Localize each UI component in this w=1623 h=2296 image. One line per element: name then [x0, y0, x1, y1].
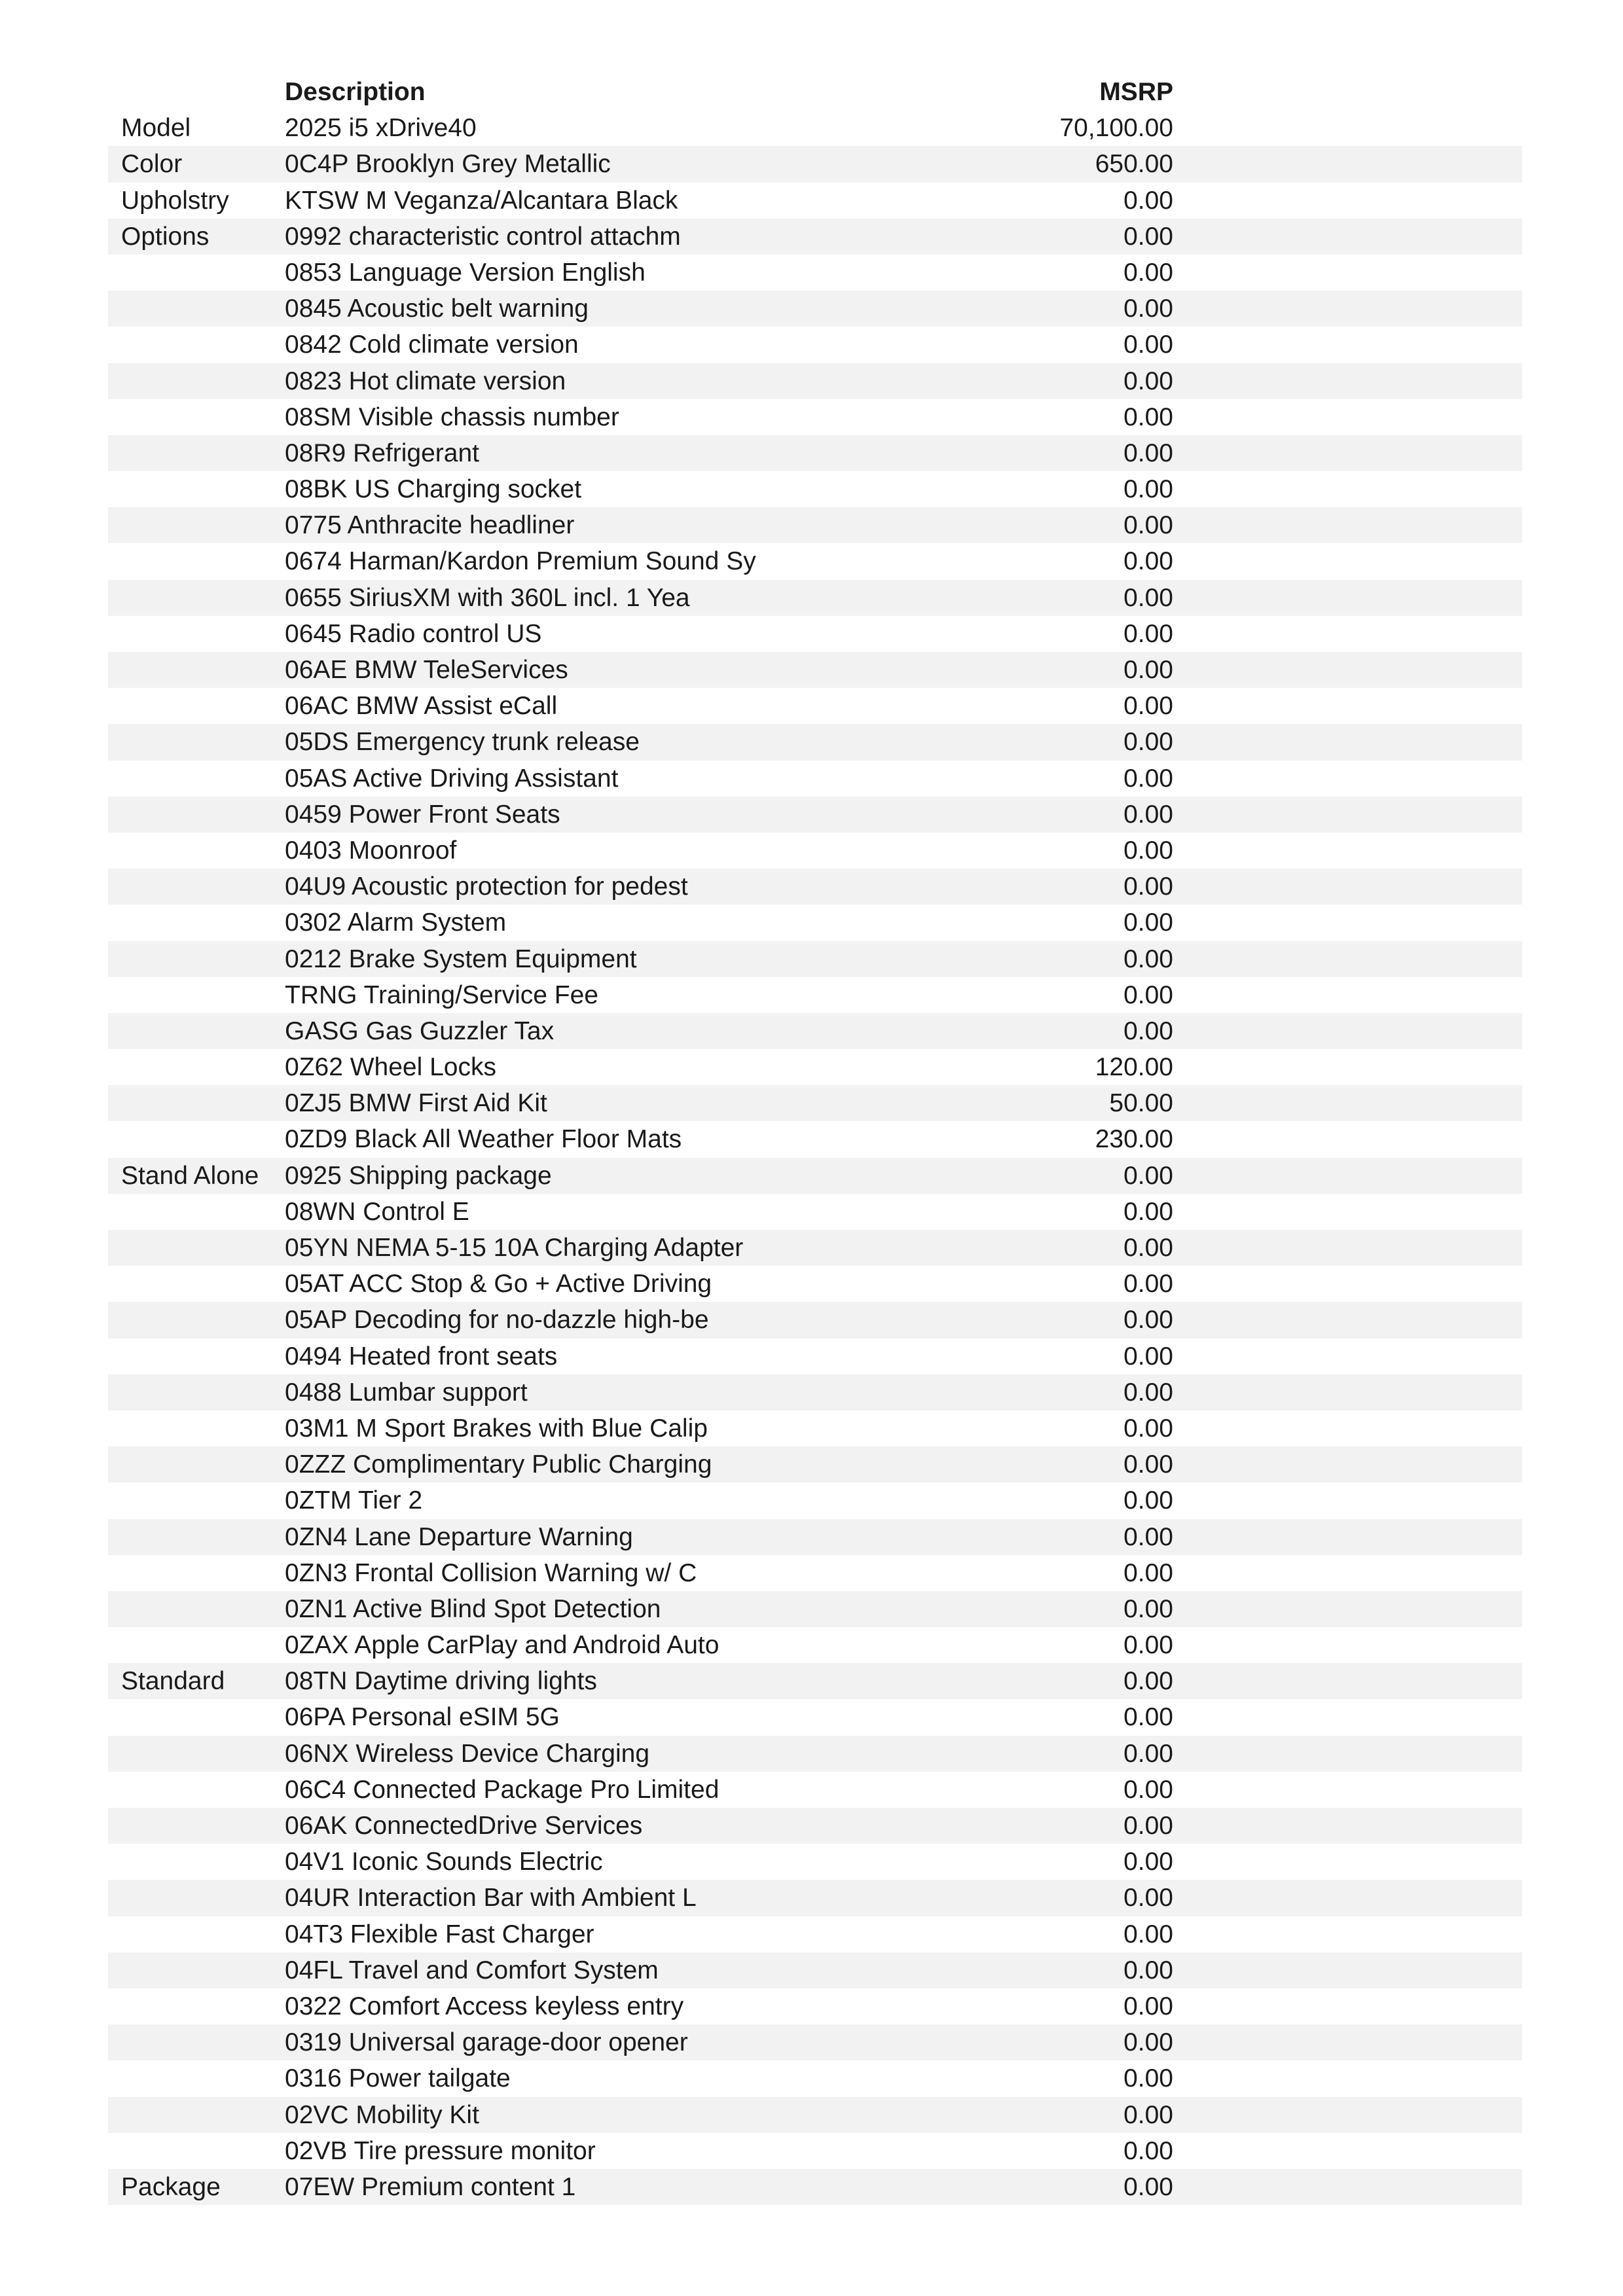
row-description: 06AK ConnectedDrive Services [285, 1812, 643, 1840]
row-description: 0403 Moonroof [285, 836, 457, 865]
table-row [108, 1627, 1522, 1663]
row-description: 0Z62 Wheel Locks [285, 1053, 496, 1082]
table-row [108, 2133, 1522, 2169]
row-msrp: 0.00 [1123, 475, 1173, 504]
row-description: 06C4 Connected Package Pro Limited [285, 1775, 720, 1804]
row-msrp: 0.00 [1123, 186, 1173, 215]
table-row [108, 110, 1522, 146]
row-description: 0ZN4 Lane Departure Warning [285, 1522, 633, 1551]
table-row [108, 616, 1522, 652]
table-row [108, 435, 1522, 471]
table-row [108, 507, 1522, 543]
table-row [108, 183, 1522, 219]
row-msrp: 0.00 [1123, 692, 1173, 721]
table-row [108, 833, 1522, 869]
table-row [108, 1808, 1522, 1844]
row-msrp: 0.00 [1123, 1594, 1173, 1623]
row-description: 08TN Daytime driving lights [285, 1667, 597, 1696]
row-description: 05YN NEMA 5-15 10A Charging Adapter [285, 1234, 744, 1262]
row-msrp: 0.00 [1123, 1884, 1173, 1912]
row-msrp: 0.00 [1123, 728, 1173, 757]
row-category: Standard [121, 1667, 225, 1696]
table-row [108, 1121, 1522, 1157]
row-msrp: 0.00 [1123, 1306, 1173, 1335]
row-description: 03M1 M Sport Brakes with Blue Calip [285, 1414, 708, 1443]
table-row [108, 580, 1522, 616]
header-msrp: MSRP [1099, 78, 1173, 106]
table-row [108, 1374, 1522, 1410]
table-row [108, 2024, 1522, 2060]
row-msrp: 50.00 [1109, 1089, 1173, 1118]
table-row [108, 471, 1522, 507]
row-description: 06NX Wireless Device Charging [285, 1739, 650, 1768]
row-description: 06PA Personal eSIM 5G [285, 1703, 560, 1732]
row-description: 02VC Mobility Kit [285, 2100, 479, 2129]
row-description: 0488 Lumbar support [285, 1378, 528, 1407]
row-msrp: 0.00 [1123, 1812, 1173, 1840]
row-description: 05DS Emergency trunk release [285, 728, 640, 757]
row-description: 0ZN3 Frontal Collision Warning w/ C [285, 1558, 697, 1587]
row-description: 0316 Power tailgate [285, 2064, 511, 2093]
row-description: 05AS Active Driving Assistant [285, 764, 619, 793]
msrp-table [108, 74, 1522, 2205]
row-msrp: 0.00 [1123, 2028, 1173, 2057]
table-row [108, 1591, 1522, 1627]
row-description: 06AC BMW Assist eCall [285, 692, 558, 721]
table-row [108, 219, 1522, 255]
table-row [108, 1663, 1522, 1699]
table-row [108, 1049, 1522, 1085]
row-msrp: 0.00 [1123, 403, 1173, 431]
row-description: 04FL Travel and Comfort System [285, 1956, 659, 1984]
table-row [108, 1446, 1522, 1482]
row-description: 08SM Visible chassis number [285, 403, 619, 431]
row-description: 0302 Alarm System [285, 908, 507, 937]
row-msrp: 0.00 [1123, 258, 1173, 287]
table-row [108, 1736, 1522, 1772]
table-row [108, 2169, 1522, 2205]
table-row [108, 1880, 1522, 1916]
table-row [108, 977, 1522, 1013]
row-description: 0459 Power Front Seats [285, 800, 560, 829]
table-row [108, 2060, 1522, 2096]
row-msrp: 0.00 [1123, 944, 1173, 973]
row-msrp: 0.00 [1123, 2136, 1173, 2165]
row-msrp: 0.00 [1123, 1414, 1173, 1443]
table-row [108, 146, 1522, 182]
row-description: 0ZAX Apple CarPlay and Android Auto [285, 1631, 720, 1660]
table-row [108, 1916, 1522, 1952]
table-row [108, 1772, 1522, 1808]
row-msrp: 0.00 [1123, 1992, 1173, 2020]
row-description: 0ZJ5 BMW First Aid Kit [285, 1089, 547, 1118]
table-row [108, 1230, 1522, 1266]
row-description: TRNG Training/Service Fee [285, 980, 598, 1009]
row-msrp: 0.00 [1123, 367, 1173, 395]
row-description: 04UR Interaction Bar with Ambient L [285, 1884, 697, 1912]
row-msrp: 0.00 [1123, 980, 1173, 1009]
row-msrp: 0.00 [1123, 2100, 1173, 2129]
table-row [108, 1085, 1522, 1121]
row-msrp: 0.00 [1123, 1270, 1173, 1299]
row-category: Model [121, 114, 191, 143]
header-description: Description [285, 78, 426, 106]
row-description: 0319 Universal garage-door opener [285, 2028, 688, 2057]
row-msrp: 0.00 [1123, 1956, 1173, 1984]
table-row [108, 1302, 1522, 1338]
row-description: 0845 Acoustic belt warning [285, 295, 589, 323]
row-msrp: 0.00 [1123, 1450, 1173, 1479]
row-msrp: 0.00 [1123, 1739, 1173, 1768]
table-row [108, 291, 1522, 327]
row-category: Color [121, 150, 183, 179]
row-msrp: 230.00 [1095, 1125, 1173, 1154]
row-msrp: 0.00 [1123, 1558, 1173, 1587]
table-row [108, 869, 1522, 905]
table-row [108, 1194, 1522, 1230]
row-category: Upholstry [121, 186, 229, 215]
row-msrp: 0.00 [1123, 1848, 1173, 1876]
row-description: 0212 Brake System Equipment [285, 944, 637, 973]
row-description: 0992 characteristic control attachm [285, 222, 681, 251]
row-description: 0775 Anthracite headliner [285, 511, 575, 540]
row-description: 0494 Heated front seats [285, 1342, 558, 1371]
row-msrp: 0.00 [1123, 1631, 1173, 1660]
row-description: 0C4P Brooklyn Grey Metallic [285, 150, 611, 179]
row-msrp: 0.00 [1123, 295, 1173, 323]
row-category: Stand Alone [121, 1161, 259, 1190]
row-description: 0655 SiriusXM with 360L incl. 1 Yea [285, 583, 690, 612]
table-row [108, 327, 1522, 363]
row-description: 0842 Cold climate version [285, 331, 579, 359]
row-msrp: 0.00 [1123, 439, 1173, 467]
row-msrp: 0.00 [1123, 1197, 1173, 1226]
table-row [108, 1482, 1522, 1518]
table-row [108, 652, 1522, 688]
table-row [108, 1158, 1522, 1194]
row-description: 2025 i5 xDrive40 [285, 114, 477, 143]
table-row [108, 399, 1522, 435]
row-msrp: 0.00 [1123, 1775, 1173, 1804]
row-msrp: 0.00 [1123, 1486, 1173, 1515]
row-description: 0674 Harman/Kardon Premium Sound Sy [285, 547, 756, 576]
table-row [108, 1555, 1522, 1591]
row-msrp: 0.00 [1123, 222, 1173, 251]
row-msrp: 0.00 [1123, 1703, 1173, 1732]
row-msrp: 0.00 [1123, 1016, 1173, 1045]
row-description: 04V1 Iconic Sounds Electric [285, 1848, 603, 1876]
row-msrp: 0.00 [1123, 1522, 1173, 1551]
table-row [108, 1266, 1522, 1302]
row-msrp: 0.00 [1123, 908, 1173, 937]
row-msrp: 0.00 [1123, 547, 1173, 576]
table-row [108, 1338, 1522, 1374]
row-description: 05AP Decoding for no-dazzle high-be [285, 1306, 709, 1335]
table-row [108, 941, 1522, 977]
row-description: 0925 Shipping package [285, 1161, 552, 1190]
row-msrp: 0.00 [1123, 800, 1173, 829]
row-category: Options [121, 222, 210, 251]
row-description: 04U9 Acoustic protection for pedest [285, 872, 688, 901]
row-msrp: 0.00 [1123, 1378, 1173, 1407]
table-row [108, 1844, 1522, 1880]
row-description: GASG Gas Guzzler Tax [285, 1016, 555, 1045]
table-row [108, 2097, 1522, 2133]
row-msrp: 0.00 [1123, 656, 1173, 684]
row-msrp: 0.00 [1123, 1161, 1173, 1190]
row-msrp: 0.00 [1123, 619, 1173, 648]
table-row [108, 905, 1522, 941]
table-row [108, 1988, 1522, 2024]
row-description: 05AT ACC Stop & Go + Active Driving [285, 1270, 712, 1299]
row-description: 08R9 Refrigerant [285, 439, 479, 467]
row-description: 0ZTM Tier 2 [285, 1486, 423, 1515]
row-description: 04T3 Flexible Fast Charger [285, 1920, 594, 1948]
row-description: 0853 Language Version English [285, 258, 646, 287]
row-description: 0ZZZ Complimentary Public Charging [285, 1450, 712, 1479]
row-msrp: 0.00 [1123, 1234, 1173, 1262]
row-msrp: 0.00 [1123, 872, 1173, 901]
table-row [108, 797, 1522, 833]
table-row [108, 543, 1522, 579]
row-msrp: 0.00 [1123, 1920, 1173, 1948]
row-description: 0322 Comfort Access keyless entry [285, 1992, 684, 2020]
row-msrp: 0.00 [1123, 331, 1173, 359]
table-row [108, 688, 1522, 724]
table-body [108, 110, 1522, 2205]
row-msrp: 70,100.00 [1059, 114, 1173, 143]
table-row [108, 1013, 1522, 1049]
row-msrp: 120.00 [1095, 1053, 1173, 1082]
row-msrp: 0.00 [1123, 1667, 1173, 1696]
row-description: 08WN Control E [285, 1197, 469, 1226]
row-description: 06AE BMW TeleServices [285, 656, 568, 684]
row-description: 08BK US Charging socket [285, 475, 582, 504]
row-description: 07EW Premium content 1 [285, 2172, 576, 2201]
row-msrp: 0.00 [1123, 511, 1173, 540]
table-row [108, 1410, 1522, 1446]
row-description: 0823 Hot climate version [285, 367, 566, 395]
row-msrp: 0.00 [1123, 1342, 1173, 1371]
row-msrp: 650.00 [1095, 150, 1173, 179]
table-row [108, 1952, 1522, 1988]
row-msrp: 0.00 [1123, 836, 1173, 865]
row-msrp: 0.00 [1123, 583, 1173, 612]
table-row [108, 363, 1522, 399]
row-description: 0ZN1 Active Blind Spot Detection [285, 1594, 661, 1623]
table-row [108, 724, 1522, 760]
row-msrp: 0.00 [1123, 764, 1173, 793]
table-row [108, 1519, 1522, 1555]
row-msrp: 0.00 [1123, 2172, 1173, 2201]
table-header [108, 74, 1522, 110]
row-description: 0645 Radio control US [285, 619, 542, 648]
table-row [108, 255, 1522, 291]
table-row [108, 1699, 1522, 1735]
row-description: 02VB Tire pressure monitor [285, 2136, 596, 2165]
row-description: KTSW M Veganza/Alcantara Black [285, 186, 678, 215]
table-row [108, 761, 1522, 797]
row-category: Package [121, 2172, 221, 2201]
row-msrp: 0.00 [1123, 2064, 1173, 2093]
row-description: 0ZD9 Black All Weather Floor Mats [285, 1125, 682, 1154]
